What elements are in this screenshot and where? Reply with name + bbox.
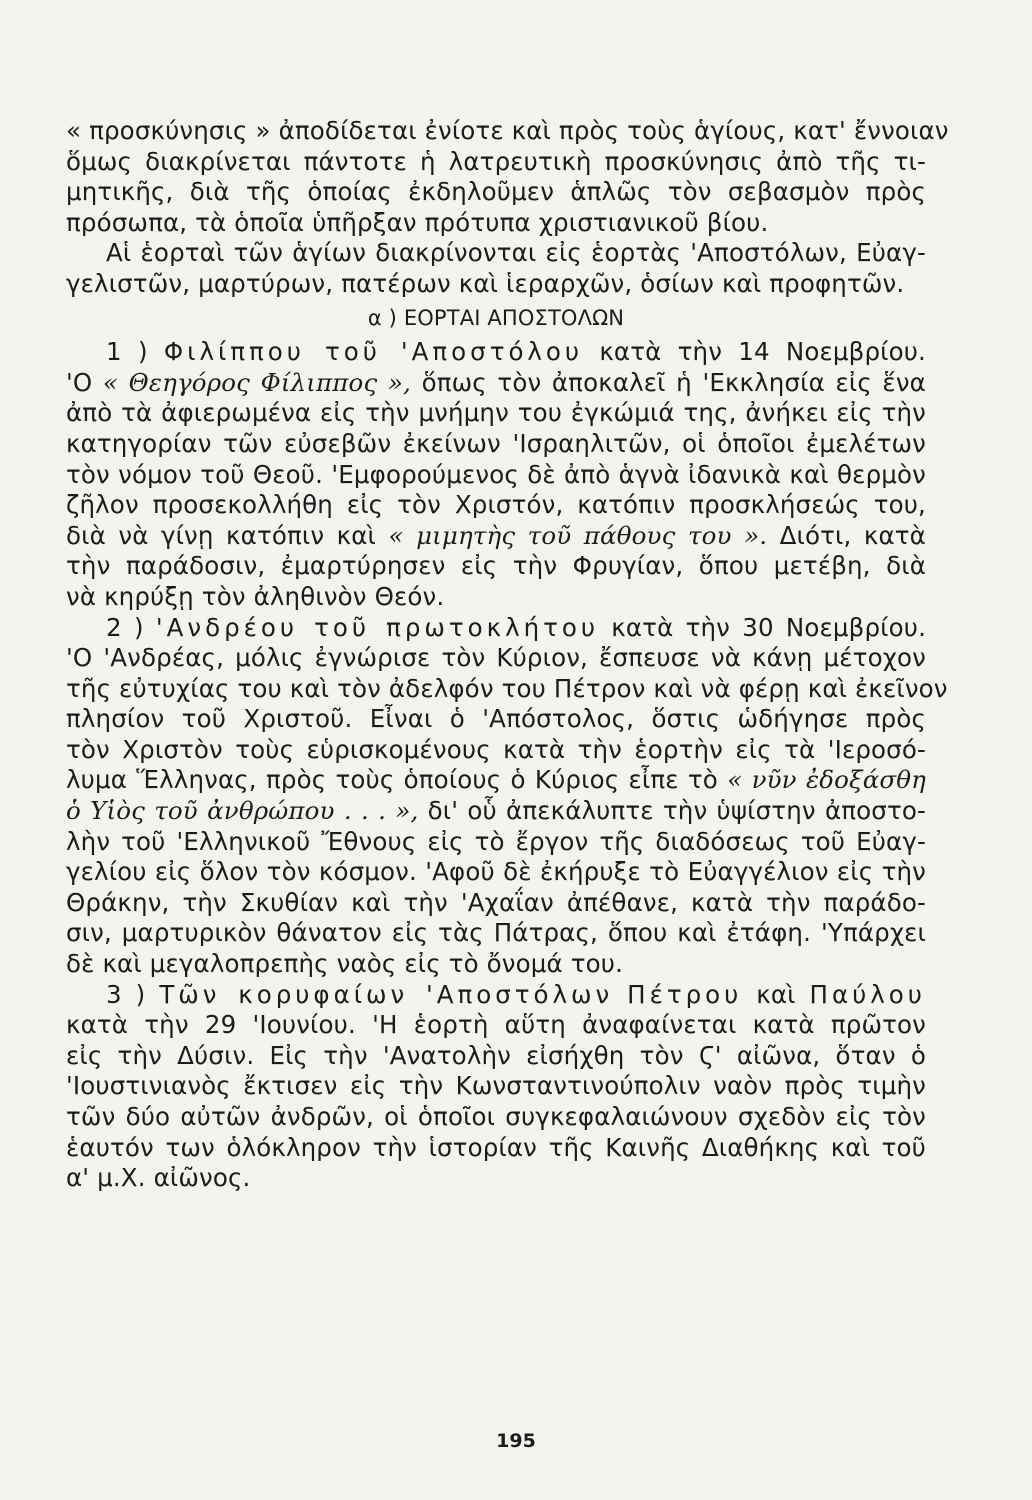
text-line: πρόσωπα, τὰ ὁποῖα ὑπῆρξαν πρότυπα χριστιανικοῦ βίου. <box>66 207 769 237</box>
text-span: Διότι, κατὰ <box>779 520 926 550</box>
quote-span: « Θεηγόρος Φίλιππος », <box>102 367 411 397</box>
item-saint-name: Τῶν κορυφαίων 'Αποστόλων <box>159 979 614 1009</box>
text-span: δι' οὗ ἀπεκάλυπτε τὴν ὑψίστην ἀποστο- <box>427 796 926 826</box>
item-number: 1 ) <box>106 337 148 367</box>
text-span: ὅπως τὸν ἀποκαλεῖ ἡ 'Εκκλησία εἰς ἕνα <box>421 367 926 397</box>
text-line: ζῆλον προσεκολλήθη εἰς τὸν Χριστόν, κατόπιν προσκλήσεώς του, <box>66 490 926 520</box>
item-saint-name: Φιλίππου τοῦ 'Αποστόλου <box>163 337 584 367</box>
item-date: κατὰ τὴν 14 Νοεμβρίου. <box>599 337 926 367</box>
quote-span: « νῦν ἐδοξάσθη <box>727 765 926 795</box>
item-heading <box>66 980 926 1011</box>
text-line: σιν, μαρτυρικὸν θάνατον εἰς τὰς Πάτρας, ὅπου καὶ ἐτάφη. 'Υπάρχει <box>66 918 926 948</box>
text-line: α' μ.Χ. αἰῶνος. <box>66 1163 251 1193</box>
text-span: διὰ νὰ γίνῃ κατόπιν καὶ <box>66 520 376 550</box>
item-saint-name: Παύλου <box>809 979 926 1009</box>
text-span: 'Ο <box>66 367 93 397</box>
text-line: ἑαυτόν των ὁλόκληρον τὴν ἱστορίαν τῆς Καινῆς Διαθήκης καὶ τοῦ <box>66 1132 926 1162</box>
text-line <box>66 368 926 399</box>
text-line: λὴν τοῦ 'Ελληνικοῦ Ἔθνους εἰς τὸ ἔργον τῆς διαδόσεως τοῦ Εὐαγ- <box>66 826 926 856</box>
item-saint-name: 'Ανδρέου τοῦ πρωτοκλήτου <box>155 612 600 642</box>
text-line: εἰς τὴν Δύσιν. Εἰς τὴν 'Ανατολὴν εἰσήχθη τὸν Ϛ' αἰῶνα, ὅταν ὁ <box>66 1040 926 1070</box>
text-span: καὶ <box>756 979 796 1009</box>
item-date: κατὰ τὴν 30 Νοεμβρίου. <box>611 612 927 642</box>
item-heading <box>66 613 926 644</box>
text-line <box>66 765 926 796</box>
page-body <box>66 116 949 1194</box>
text-line <box>66 521 926 552</box>
text-line: τὸν Χριστὸν τοὺς εὑρισκομένους κατὰ τὴν ἑορτὴν εἰς τὰ 'Ιεροσό- <box>66 734 926 764</box>
text-line: δὲ καὶ μεγαλοπρεπὴς ναὸς εἰς τὸ ὄνομά του. <box>66 949 624 979</box>
text-line: ὅμως διακρίνεται πάντοτε ἡ λατρευτικὴ προσκύνησις ἀπὸ τῆς τι- <box>66 146 926 176</box>
text-line: 'Ο 'Ανδρέας, μόλις ἐγνώρισε τὸν Κύριον, ἔσπευσε νὰ κάνῃ μέτοχον <box>66 643 926 673</box>
section-heading: α ) ΕΟΡΤΑΙ ΑΠΟΣΤΟΛΩΝ <box>367 305 625 330</box>
text-line: ἀπὸ τὰ ἀφιερωμένα εἰς τὴν μνήμην του ἐγκώμιά της, ἀνήκει εἰς τὴν <box>66 398 926 428</box>
text-line: κατηγορίαν τῶν εὐσεβῶν ἐκείνων 'Ισραηλιτῶν, οἱ ὁποῖοι ἐμελέτων <box>66 428 926 458</box>
text-line: τὴν παράδοσιν, ἐμαρτύρησεν εἰς τὴν Φρυγίαν, ὅπου μετέβη, διὰ <box>66 551 926 581</box>
text-line: « προσκύνησις » ἀποδίδεται ἐνίοτε καὶ πρὸς τοὺς ἁγίους, κατ' ἔννοιαν <box>66 116 949 145</box>
text-line: 'Ιουστινιανὸς ἔκτισεν εἰς τὴν Κωνσταντινούπολιν ναὸν πρὸς τιμὴν <box>66 1071 926 1101</box>
text-line: τὸν νόμον τοῦ Θεοῦ. 'Εμφορούμενος δὲ ἀπὸ ἁγνὰ ἰδανικὰ καὶ θερμὸν <box>66 459 926 489</box>
text-line <box>66 796 926 827</box>
text-line: τῶν δύο αὐτῶν ἀνδρῶν, οἱ ὁποῖοι συγκεφαλαιώνουν σχεδὸν εἰς τὸν <box>66 1102 926 1131</box>
text-line: Αἱ ἑορταὶ τῶν ἁγίων διακρίνονται εἰς ἑορτὰς 'Αποστόλων, Εὐαγ- <box>106 238 926 268</box>
text-span: λυμα Ἕλληνας, πρὸς τοὺς ὁποίους ὁ Κύριος εἶπε τὸ <box>66 765 718 795</box>
text-line: κατὰ τὴν 29 'Ιουνίου. 'Η ἑορτὴ αὕτη ἀναφαίνεται κατὰ πρῶτον <box>66 1010 926 1040</box>
item-number: 2 ) <box>106 612 144 642</box>
quote-span: « μιμητὴς τοῦ πάθους του ». <box>388 520 768 550</box>
item-heading <box>66 337 926 368</box>
item-saint-name: Πέτρου <box>627 979 743 1009</box>
text-line: γελιστῶν, μαρτύρων, πατέρων καὶ ἱεραρχῶν, ὁσίων καὶ προφητῶν. <box>66 268 905 298</box>
item-number: 3 ) <box>106 979 146 1009</box>
page-number: 195 <box>496 1430 536 1452</box>
text-line: γελίου εἰς ὅλον τὸν κόσμον. 'Αφοῦ δὲ ἐκήρυξε τὸ Εὐαγγέλιον εἰς τὴν <box>66 857 926 887</box>
text-line: Θράκην, τὴν Σκυθίαν καὶ τὴν 'Αχαΐαν ἀπέθανε, κατὰ τὴν παράδο- <box>66 887 926 917</box>
text-line: τῆς εὐτυχίας του καὶ τὸν ἀδελφόν του Πέτρον καὶ νὰ φέρῃ καὶ ἐκεῖνον <box>66 673 948 703</box>
text-line: πλησίον τοῦ Χριστοῦ. Εἶναι ὁ 'Απόστολος, ὅστις ὡδήγησε πρὸς <box>66 704 926 734</box>
quote-span: ὁ Υἱὸς τοῦ ἀνθρώπου . . . », <box>66 796 419 826</box>
text-line: νὰ κηρύξῃ τὸν ἀληθινὸν Θεόν. <box>66 581 445 611</box>
text-line: μητικῆς, διὰ τῆς ὁποίας ἐκδηλοῦμεν ἁπλῶς τὸν σεβασμὸν πρὸς <box>66 177 926 207</box>
